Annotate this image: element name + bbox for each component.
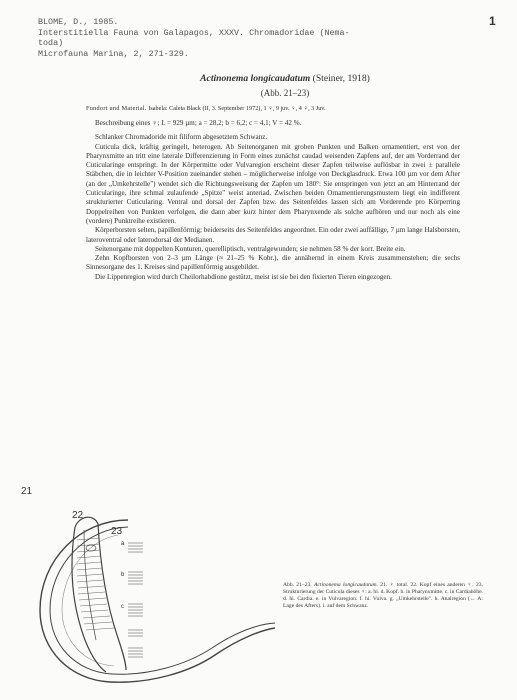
page-number: 1 bbox=[489, 14, 496, 28]
figure-label-a: a bbox=[121, 541, 125, 547]
figure-label-b: b bbox=[121, 572, 125, 578]
figure-label-22: 22 bbox=[72, 510, 84, 521]
figure-label-c: c bbox=[121, 604, 124, 610]
figure-caption bbox=[283, 582, 483, 610]
citation-line-4: Microfauna Marina, 2, 271-329. bbox=[38, 48, 189, 59]
cuticle-pattern-b bbox=[128, 572, 143, 584]
fundort-text: Isabela: Caleta Black (II, 3. September 1972), 1 ♀, 9 juv. ♀, 4 ♀, 3 Juv. bbox=[148, 105, 326, 112]
fundort-lead: Fundort und Material. bbox=[86, 105, 147, 112]
citation-line-1: BLOME, D., 1985. bbox=[38, 17, 119, 27]
figure-label-23: 23 bbox=[111, 526, 123, 537]
paragraph-cuticula: Cuticula dick, kräftig geringelt, heterogen. Ab Seitenorganen mit groben Punkten und Balken ornamentiert, erst von der Pharynxmitte an tritt eine laterale Differenzierung in Form eines zunächst caudad weisenden Zapfens auf, der am Vorderrand der Cuticularinge entspringt. In der Körpermitte oder Vulvaregion erscheint dieser Zapfen teilweise auflösbar in zwei ± parallele Stäbchen, die in leichter V-Position zueinander stehen – möglicherweise infolge von Deckglasdruck. Etwa 100 µm vor dem After (an der „Umkehrstelle") wendet sich die Richtungsweisung der Zapfen um 180°: Sie entspringen von jetzt an am Hinterrand der Cuticularinge, ihre schmal zulaufende „Spitze" weist anteriad. Zwischen beiden Ornamentierungsmustern liegt ein indifferent strukturierter Cuticularing. Ventral und dorsal der Zapfen bzw. des Seitenfeldes lassen sich am Vorderende pro Körperring Doppelreihen von Punkten verfolgen, die dann aber kurz hinter dem Pharynxende als solche aufhören und nur noch als eine (vordere) Punktreihe existieren. bbox=[86, 142, 460, 225]
head-striations bbox=[77, 538, 114, 630]
caption-lead: Abb. 21–23. bbox=[283, 582, 312, 588]
species-author: (Steiner, 1918) bbox=[312, 73, 370, 84]
paragraph-lippenregion: Die Lippenregion wird durch Cheilorhabdione gestützt, meist ist sie bei den fixierten Tieren eingezogen. bbox=[95, 272, 392, 281]
cuticle-pattern-c bbox=[128, 604, 143, 616]
caption-species: Actinonema longicaudatum. bbox=[313, 582, 378, 588]
body-outline-inner bbox=[50, 527, 275, 674]
amphid bbox=[86, 545, 96, 551]
paragraph-koerperborsten: Körperborsten selten, papillenförmig; beiderseits des Seitenfeldes angeordnet. Ein oder zwei auffällige, 7 µm lange Halsborsten, lateroventral oder laterodorsal der Medianen. bbox=[86, 226, 460, 244]
cuticle-pattern-d bbox=[128, 630, 143, 636]
citation-line-2: Interstitiella Fauna von Galapagos, XXXV. Chromadoridae (Nema- bbox=[38, 27, 350, 38]
paragraph-kopfborsten: Zehn Kopfborsten von 2–3 µm Länge (≈ 21–25 % Kobr.), die annähernd in einem Kreis zusammenstehen; die sechs Sinnesorgane des 1. Kreises sind papillenförmig ausgebildet. bbox=[86, 254, 460, 272]
citation-line-3: toda) bbox=[38, 38, 64, 48]
cuticle-pattern-a bbox=[128, 543, 143, 552]
paragraph-habitus: Schlanker Chromadoride mit filiform abgesetztem Schwanz. bbox=[95, 133, 268, 142]
cuticle-pattern-e bbox=[128, 648, 143, 657]
figure-reference: (Abb. 21–23) bbox=[260, 88, 310, 98]
paragraph-description: Beschreibung eines ♀; L = 929 µm; a = 28,2; b = 6,2; c = 4,1; V = 42 %. bbox=[95, 119, 302, 127]
caption-text: 21. ♀ total. 22. Kopf eines anderen ♀. 23. Strukturierung der Cuticula dieses ♀: a. hi. d. Kopf. b. in Pharynxmitte. c. in Cardiahöhe. d. hi. Cardia. e. in Vulvaregion. f. hi. Vulva. g. „Umkehrstelle". h. Analregion (← A: Lage des Afters). i. auf dem Schwanz. bbox=[283, 582, 483, 609]
figure-label-21: 21 bbox=[21, 486, 33, 497]
paragraph-seitenorgane: Seitenorgane mit doppelten Konturen, querelliptisch, ventralgewunden; sie nehmen 58 % der korr. Breite ein. bbox=[95, 244, 406, 253]
species-name: Actinonema longicaudatum bbox=[200, 73, 311, 84]
